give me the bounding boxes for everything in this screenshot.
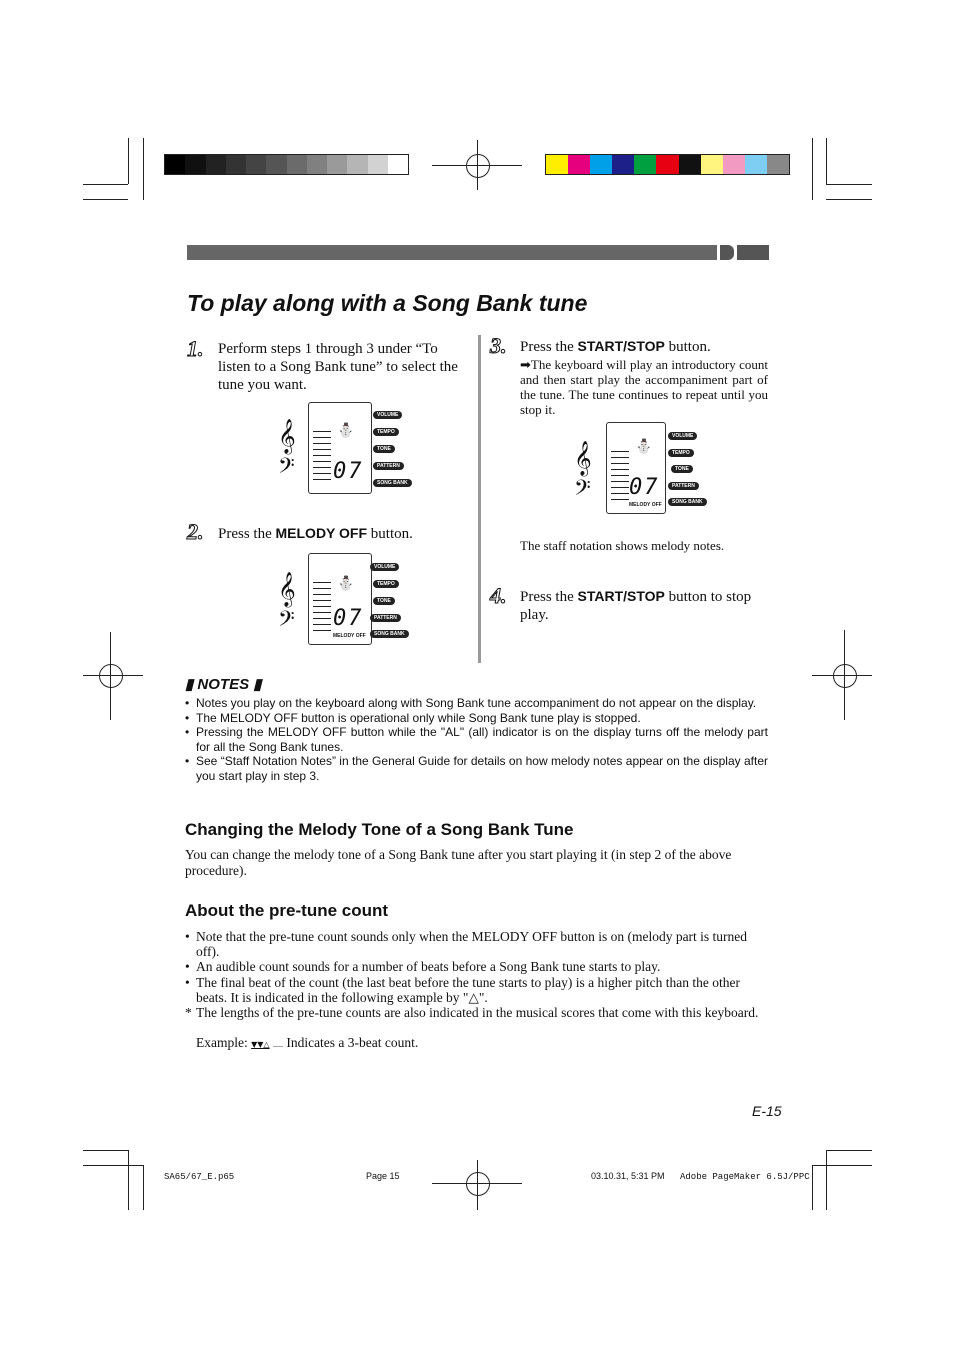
process-color-bar bbox=[545, 154, 790, 175]
color-swatch bbox=[656, 155, 678, 174]
step-number: 3. bbox=[490, 333, 507, 358]
color-swatch bbox=[568, 155, 590, 174]
page-number: E-15 bbox=[752, 1103, 782, 1119]
lcd-label-tempo: TEMPO bbox=[668, 449, 694, 457]
melody-off-indicator: MELODY OFF bbox=[629, 502, 662, 508]
color-swatch bbox=[612, 155, 634, 174]
crop-mark bbox=[143, 1165, 144, 1210]
crop-mark bbox=[83, 1165, 143, 1166]
step-text: Press the START/STOP button to stop play. bbox=[520, 588, 752, 623]
step-text: Press the MELODY OFF button. bbox=[218, 525, 413, 542]
example-line: Example: ▼▼△ ..... Indicates a 3-beat count. bbox=[196, 1035, 419, 1050]
notes-heading: ▮ NOTES ▮ bbox=[185, 676, 262, 693]
lcd-label-volume: VOLUME bbox=[370, 563, 399, 571]
lcd-digits: 07 bbox=[629, 475, 660, 500]
color-swatch bbox=[307, 155, 327, 174]
list-item: • The MELODY OFF button is operational only while Song Bank tune play is stopped. bbox=[185, 711, 768, 726]
step-number: 4. bbox=[490, 583, 507, 608]
color-swatch bbox=[287, 155, 307, 174]
header-band-segment bbox=[737, 245, 769, 260]
treble-clef-icon: 𝄞 bbox=[278, 419, 296, 454]
color-swatch bbox=[388, 155, 408, 174]
crop-mark bbox=[826, 1150, 827, 1210]
color-swatch bbox=[266, 155, 286, 174]
lcd-label-song-bank: SONG BANK bbox=[370, 630, 409, 638]
step-number: 1. bbox=[187, 336, 204, 361]
melody-off-indicator: MELODY OFF bbox=[333, 633, 366, 639]
lcd-label-song-bank: SONG BANK bbox=[668, 498, 707, 506]
color-swatch bbox=[165, 155, 185, 174]
step-text: Perform steps 1 through 3 under “To listen to a Song Bank tune” to select the tune you want. bbox=[218, 341, 458, 393]
staff-lines bbox=[313, 431, 331, 485]
section-paragraph: You can change the melody tone of a Song Bank tune after you start playing it (in step 2 of the above procedure). bbox=[185, 847, 732, 878]
registration-mark bbox=[466, 1172, 490, 1196]
list-item: • An audible count sounds for a number of beats before a Song Bank tune starts to play. bbox=[185, 959, 768, 974]
lcd-display bbox=[568, 422, 708, 514]
list-item: * The lengths of the pre-tune counts are also indicated in the musical scores that come with this keyboard. bbox=[185, 1005, 768, 1020]
crop-mark bbox=[812, 1165, 872, 1166]
lcd-display bbox=[270, 402, 410, 494]
staff-lines bbox=[313, 582, 331, 636]
list-item: • Pressing the MELODY OFF button while the "AL" (all) indicator is on the display turns off the melody part for all the Song Bank tunes. bbox=[185, 725, 768, 754]
bass-clef-icon: 𝄢 bbox=[574, 476, 591, 506]
melody-off-button-label: MELODY OFF bbox=[275, 525, 368, 541]
color-swatch bbox=[347, 155, 367, 174]
list-item: • Notes you play on the keyboard along with Song Bank tune accompaniment do not appear on the display. bbox=[185, 696, 768, 711]
list-item: • See “Staff Notation Notes” in the General Guide for details on how melody notes appear on the display after you start play in step 3. bbox=[185, 754, 768, 783]
treble-clef-icon: 𝄞 bbox=[278, 572, 296, 607]
crop-mark bbox=[83, 184, 128, 185]
lcd-digits: 07 bbox=[333, 606, 364, 631]
start-stop-button-label: START/STOP bbox=[577, 588, 665, 604]
lcd-screen bbox=[606, 422, 666, 514]
lcd-label-tempo: TEMPO bbox=[373, 428, 399, 436]
color-swatch bbox=[185, 155, 205, 174]
color-swatch bbox=[246, 155, 266, 174]
step-text: Press the START/STOP button. bbox=[520, 338, 711, 355]
crop-mark bbox=[826, 138, 827, 184]
lcd-label-pattern: PATTERN bbox=[668, 482, 699, 490]
lcd-label-pattern: PATTERN bbox=[373, 462, 404, 470]
footer-date: 03.10.31, 5:31 PM bbox=[591, 1171, 665, 1181]
crop-mark bbox=[83, 1150, 128, 1151]
list-item: • The final beat of the count (the last beat before the tune starts to play) is a higher pitch than the other beats. It is indicated in the following example by "△". bbox=[185, 975, 768, 1005]
column-divider bbox=[478, 335, 481, 663]
color-swatch bbox=[368, 155, 388, 174]
registration-mark bbox=[466, 154, 490, 178]
crop-mark bbox=[143, 138, 144, 200]
step-number: 2. bbox=[187, 519, 204, 544]
header-band bbox=[187, 245, 717, 260]
start-stop-button-label: START/STOP bbox=[577, 338, 665, 354]
pre-tune-list bbox=[185, 929, 768, 1020]
crop-mark bbox=[83, 199, 128, 200]
color-swatch bbox=[723, 155, 745, 174]
color-swatch bbox=[226, 155, 246, 174]
lcd-label-pattern: PATTERN bbox=[370, 614, 401, 622]
lcd-label-tone: TONE bbox=[671, 465, 693, 473]
color-swatch bbox=[701, 155, 723, 174]
bass-clef-icon: 𝄢 bbox=[278, 607, 295, 637]
lcd-screen bbox=[308, 402, 372, 494]
lcd-display bbox=[270, 553, 410, 645]
step-result-text: ➡The keyboard will play an introductory count and then start play the accompaniment part of the tune. The tune continues to repeat until you stop it. bbox=[520, 357, 768, 417]
lcd-screen bbox=[308, 553, 372, 645]
footer-filename: SA65/67_E.p65 bbox=[164, 1172, 235, 1182]
crop-mark bbox=[826, 199, 872, 200]
section-heading: About the pre-tune count bbox=[185, 901, 389, 920]
metronome-icon: ⛄ bbox=[635, 439, 653, 455]
crop-mark bbox=[128, 1150, 129, 1210]
color-swatch bbox=[206, 155, 226, 174]
lcd-label-volume: VOLUME bbox=[668, 432, 697, 440]
bass-clef-icon: 𝄢 bbox=[278, 454, 295, 484]
lcd-label-song-bank: SONG BANK bbox=[373, 479, 412, 487]
section-heading: Changing the Melody Tone of a Song Bank Tune bbox=[185, 820, 574, 839]
list-item: • Note that the pre-tune count sounds only when the MELODY OFF button is on (melody part is turned off). bbox=[185, 929, 768, 959]
lcd-label-tone: TONE bbox=[373, 597, 395, 605]
header-band-segment bbox=[720, 245, 734, 260]
staff-lines bbox=[611, 451, 629, 505]
crop-mark bbox=[812, 1165, 813, 1210]
crop-mark bbox=[826, 184, 872, 185]
registration-mark bbox=[99, 664, 123, 688]
notes-list bbox=[185, 696, 768, 783]
lcd-label-tempo: TEMPO bbox=[373, 580, 399, 588]
grayscale-color-bar bbox=[164, 154, 409, 175]
count-symbols: ▼▼△ bbox=[251, 1040, 270, 1049]
lcd-digits: 07 bbox=[333, 459, 364, 484]
color-swatch bbox=[634, 155, 656, 174]
crop-mark bbox=[128, 138, 129, 184]
color-swatch bbox=[767, 155, 789, 174]
crop-mark bbox=[826, 1150, 872, 1151]
metronome-icon: ⛄ bbox=[337, 576, 355, 592]
footer-application: Adobe PageMaker 6.5J/PPC bbox=[680, 1172, 810, 1182]
staff-caption: The staff notation shows melody notes. bbox=[520, 538, 725, 553]
color-swatch bbox=[590, 155, 612, 174]
crop-mark bbox=[812, 138, 813, 200]
lcd-label-tone: TONE bbox=[373, 445, 395, 453]
color-swatch bbox=[745, 155, 767, 174]
treble-clef-icon: 𝄞 bbox=[574, 441, 592, 476]
color-swatch bbox=[327, 155, 347, 174]
color-swatch bbox=[546, 155, 568, 174]
color-swatch bbox=[679, 155, 701, 174]
metronome-icon: ⛄ bbox=[337, 423, 355, 439]
lcd-label-volume: VOLUME bbox=[373, 411, 402, 419]
footer-page: Page 15 bbox=[366, 1171, 400, 1181]
page-title: To play along with a Song Bank tune bbox=[187, 290, 588, 316]
registration-mark bbox=[833, 664, 857, 688]
